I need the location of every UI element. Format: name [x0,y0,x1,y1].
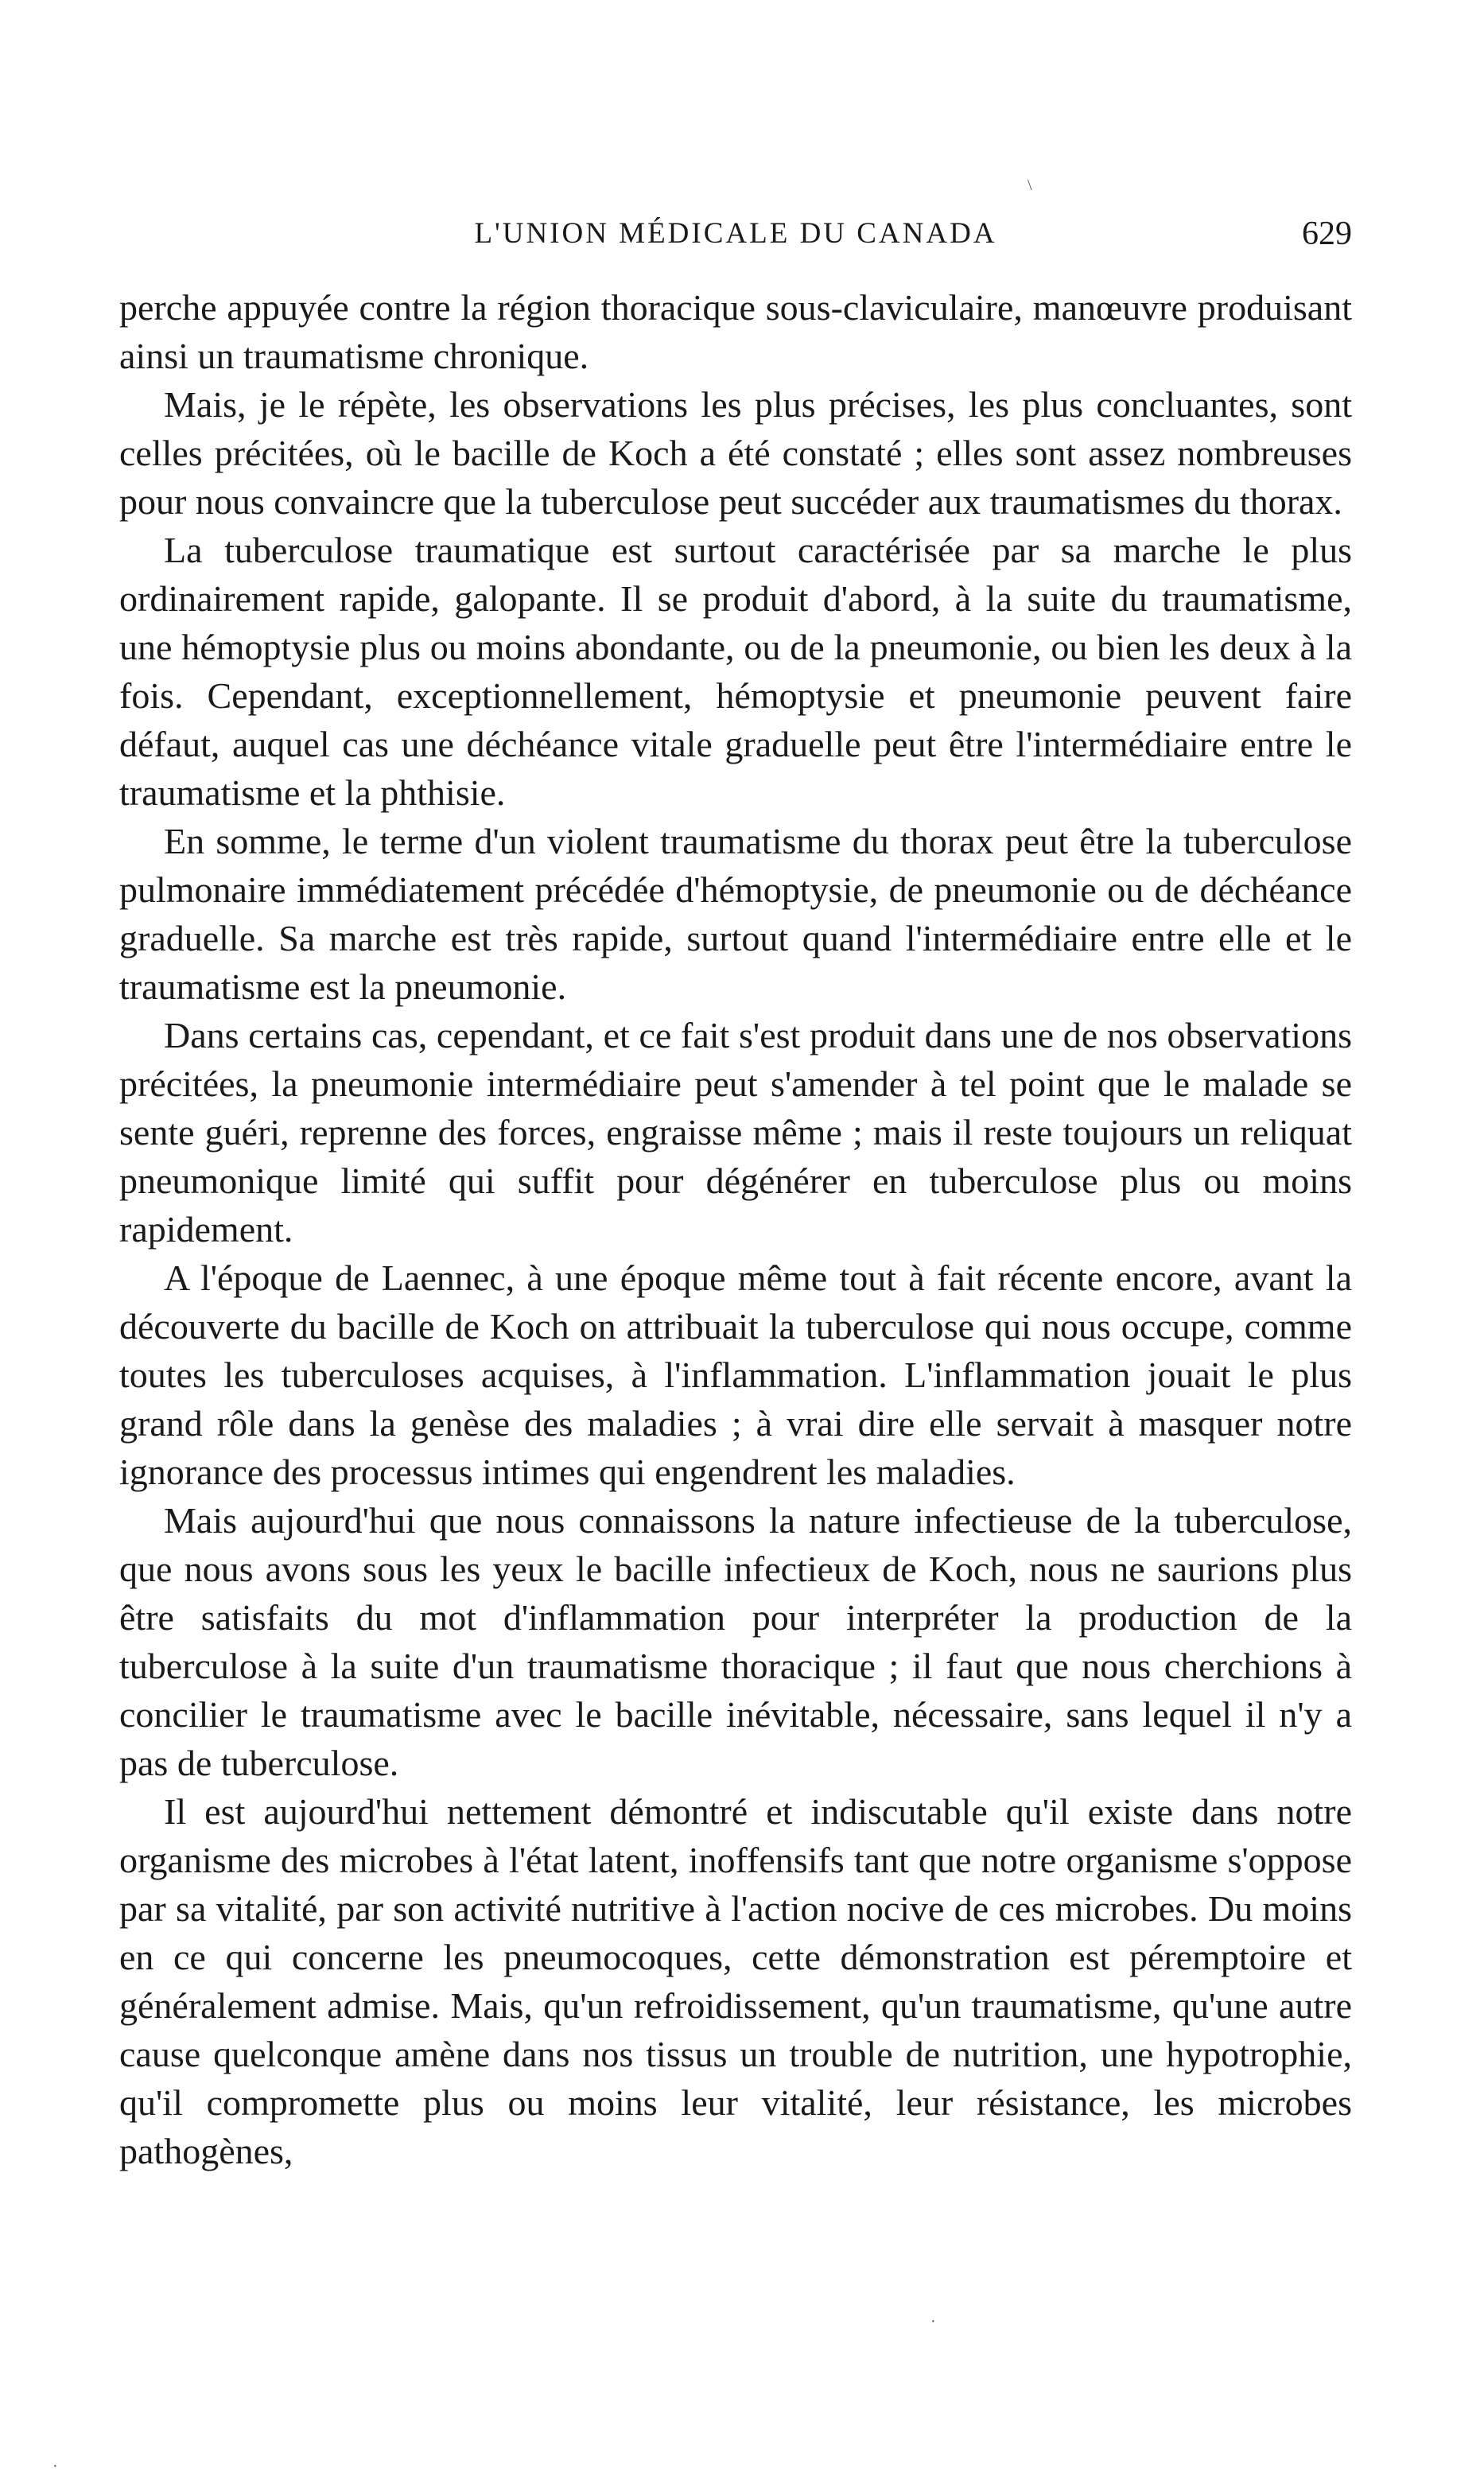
paragraph: Mais, je le répète, les observations les plus précises, les plus concluantes, sont celles précitées, où le bacille de Koch a été constaté ; elles sont assez nombreuses pour nous convaincre que la tuberculose peut succéder aux traumatismes du thorax. [119,384,1352,522]
paragraph: Mais aujourd'hui que nous connaissons la nature infectieuse de la tuberculose, que nous avons sous les yeux le bacille infectieux de Koch, nous ne saurions plus être satisfaits du mot d'inflammation pour interpréter la production de la tuberculose à la suite d'un traumatisme thoracique ; il faut que nous cherchions à concilier le traumatisme avec le bacille inévitable, nécessaire, sans lequel il n'y a pas de tuberculose. [119,1500,1352,1783]
paragraph-continued: perche appuyée contre la région thoracique sous-claviculaire, manœuvre produisant ainsi un traumatisme chronique. [119,287,1352,376]
page-number: 629 [1302,216,1352,252]
paragraph: La tuberculose traumatique est surtout caractérisée par sa marche le plus ordinairement rapide, galopante. Il se produit d'abord, à la suite du traumatisme, une hémoptysie plus ou moins abondante, ou de la pneumonie, ou bien les deux à la fois. Cependant, exceptionnellement, hémoptysie et pneumonie peuvent faire défaut, auquel cas une déchéance vitale graduelle peut être l'intermédiaire entre le traumatisme et la phthisie. [119,530,1352,813]
print-speck: · [930,2313,936,2330]
paragraph: En somme, le terme d'un violent traumatisme du thorax peut être la tuberculose pulmonaire immédiatement précédée d'hémoptysie, de pneumonie ou de déchéance graduelle. Sa marche est très rapide, surtout quand l'intermédiaire entre elle et le traumatisme est la pneumonie. [119,821,1352,1007]
running-title: L'UNION MÉDICALE DU CANADA [474,217,997,250]
paragraph: A l'époque de Laennec, à une époque même tout à fait récente encore, avant la découverte du bacille de Koch on attribuait la tuberculose qui nous occupe, comme toutes les tuberculoses acquises, à l'inflammation. L'inflammation jouait le plus grand rôle dans la genèse des maladies ; à vrai dire elle servait à masquer notre ignorance des processus intimes qui engendrent les maladies. [119,1257,1352,1492]
print-speck: · [52,2458,58,2475]
paragraph: Dans certains cas, cependant, et ce fait s'est produit dans une de nos observations précitées, la pneumonie intermédiaire peut s'amender à tel point que le malade se sente guéri, reprenne des forces, engraisse même ; mais il reste toujours un reliquat pneumonique limité qui suffit pour dégénérer en tuberculose plus ou moins rapidement. [119,1015,1352,1250]
paragraph: Il est aujourd'hui nettement démontré et indiscutable qu'il existe dans notre organisme des microbes à l'état latent, inoffensifs tant que notre organisme s'oppose par sa vitalité, par son activité nutritive à l'action nocive de ces microbes. Du moins en ce qui concerne les pneumocoques, cette démonstration est péremptoire et généralement admise. Mais, qu'un refroidissement, qu'un traumatisme, qu'une autre cause quelconque amène dans nos tissus un trouble de nutrition, une hypotrophie, qu'il compromette plus ou moins leur vitalité, leur résistance, les microbes pathogènes, [119,1791,1352,2171]
print-speck: \ [1028,177,1032,194]
body-text [119,283,1352,2175]
running-header [119,210,1352,258]
